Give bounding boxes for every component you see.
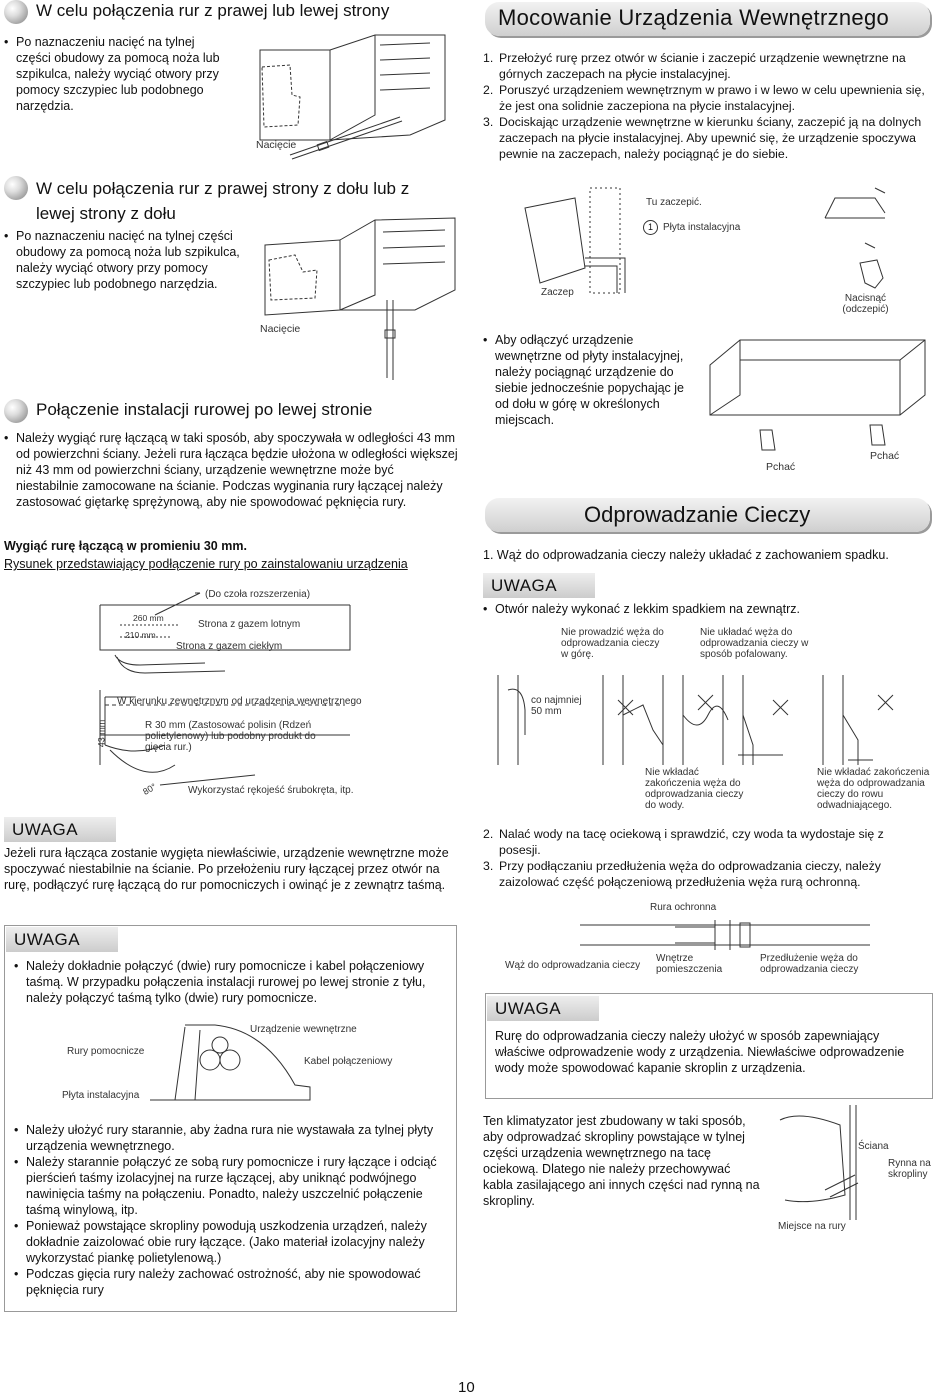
flare-front-label: (Do czoła rozszerzenia): [205, 589, 311, 600]
hook-here-label: Tu zaczepić.: [646, 197, 702, 208]
drain-steps: [483, 826, 928, 890]
plate-label-right: Płyta instalacyjna: [663, 222, 741, 233]
hook-diagram: [505, 188, 905, 298]
notch-label-2: Nacięcie: [260, 323, 301, 335]
push-label-1: Pchać: [766, 461, 796, 473]
no-up-label: Nie prowadzić węża do odprowadzania cieczy w górę.: [561, 627, 664, 660]
bend-radius-instruction: Wygiąć rurę łączącą w promieniu 30 mm.: [4, 539, 247, 553]
conn-cable-label: Kabel połączeniowy: [304, 1056, 393, 1067]
section-bullet-icon: [4, 399, 28, 423]
notch-label-1: Nacięcie: [256, 139, 297, 151]
press-label: Nacisnąć (odczepić): [842, 293, 889, 315]
drain-title: Odprowadzanie Cieczy: [584, 502, 811, 527]
sec2-bullet: • Po naznaczeniu nacięć na tylnej części obudowy za pomocą noża lub szpikulca, należy wyciąć otwory przy pomocy szczypiec lub podobnego narzędzia.: [4, 228, 244, 292]
sec2-bullets: [4, 228, 244, 292]
dim-210-label: 210 mm: [125, 630, 156, 640]
uwaga-label: UWAGA: [4, 817, 116, 842]
gutter-label: Rynna na skropliny: [888, 1158, 931, 1180]
mount-steps: [483, 50, 928, 162]
dim-260-label: 260 mm: [133, 613, 164, 623]
page-number: 10: [458, 1379, 475, 1396]
indoor-unit-label: Urządzenie wewnętrzne: [250, 1024, 357, 1035]
uwaga2-bullet: • Należy starannie połączyć ze sobą rury pomocnicze i rury łączące i odciąć pierścień taśmy izolacyjnej na rurze łączącej, aby uniknąć podwójnego nawinięcia taśmy na połączeniu. Ponadto, należy uszczelnić połączenie taśmą winylową, itp.: [14, 1154, 444, 1218]
drain-uwaga2-text: Rurę do odprowadzania cieczy należy ułożyć w sposób zapewniający właściwe odprowadzenie wody z urządzenia. Niewłaściwe odprowadzenie wody może spowodować kapanie skroplin z urządzenia.: [495, 1029, 905, 1075]
screwdriver-label: Wykorzystać rękojeść śrubokręta, itp.: [188, 785, 354, 796]
uwaga-label: UWAGA: [483, 573, 595, 598]
outward-label: W kierunku zewnętrznym od urządzenia wewnętrznego: [117, 696, 362, 707]
no-water-label: Nie wkładać zakończenia węża do odprowadzania cieczy do wody.: [645, 767, 744, 811]
no-wavy-label: Nie układać węża do odprowadzania cieczy w sposób pofalowany.: [700, 627, 809, 660]
drain-uwaga-bullets: [483, 601, 928, 617]
uwaga2-bullet: • Należy ułożyć rury starannie, aby żadna rura nie wystawała za tylnej płyty urządzenia wewnętrznego.: [14, 1122, 444, 1154]
detach-diagram: [700, 335, 932, 455]
section-bullet-icon: [4, 0, 28, 24]
hose-extension-diagram: [575, 915, 875, 955]
inside-label: Wnętrze pomieszczenia: [656, 953, 723, 975]
section-title-bottom: W celu połączenia rur z prawej strony z dołu lub z lewej strony z dołu: [36, 179, 410, 223]
angle-label: 80°: [141, 781, 158, 797]
sec1-bullets: [4, 34, 229, 114]
uwaga2-bullets-bottom: [14, 1122, 444, 1298]
radius-note: R 30 mm (Zastosować polisin (Rdzeń polietylenowy) lub podobny produkt do gięcia rur.): [145, 720, 316, 753]
pipe-place-label: Miejsce na rury: [778, 1221, 846, 1232]
push-label-2: Pchać: [870, 450, 900, 462]
section-bullet-icon: [4, 176, 28, 200]
uwaga2-bullet: • Należy dokładnie połączyć (dwie) rury pomocnicze i kabel połączeniowy taśmą. W przypadku połączenia instalacji rurowej po lewej stronie z tyłu, należy połączyć taśmą tylko (dwie) rury pomocnicze.: [14, 958, 444, 1006]
mount-step: 3. Dociskając urządzenie wewnętrzne w kierunku ściany, zaczepić ją na dolnych zaczepach na płycie instalacyjnej. Aby upewnić się, że urządzenie spoczywa pewnie na zaczepach, należy pociągnąć je do siebie.: [483, 115, 922, 161]
drain-step-1: 1. Wąż do odprowadzania cieczy należy układać z zachowaniem spadku.: [483, 548, 889, 562]
hook-label: Zaczep: [541, 287, 574, 298]
liquid-side-label: Strona z gazem ciekłym: [176, 641, 283, 652]
uwaga-label: UWAGA: [487, 996, 599, 1021]
extension-label: Przedłużenie węża do odprowadzania cieczy: [760, 953, 859, 975]
aux-pipes-label: Rury pomocnicze: [67, 1046, 145, 1057]
section-title-left-piping: Połączenie instalacji rurowej po lewej stronie: [36, 400, 373, 419]
drain-slope-diagrams: [483, 675, 943, 775]
dim-43-label: 43 mm: [96, 719, 107, 748]
detach-bullets: [483, 332, 693, 428]
sec1-bullet: • Po naznaczeniu nacięć na tylnej części obudowy za pomocą noża lub szpikulca, należy wyciąć otwory przy pomocy szczypiec lub podobnego narzędzia.: [4, 34, 229, 114]
protect-pipe-label: Rura ochronna: [650, 902, 717, 913]
gas-side-label: Strona z gazem lotnym: [198, 619, 301, 630]
drain-step: 2. Nalać wody na tacę ociekową i sprawdzić, czy woda ta wydostaje się z posesji.: [483, 827, 884, 857]
mount-step: 2. Poruszyć urządzeniem wewnętrznym w prawo i w lewo w celu upewnienia się, że jest ona solidnie zaczepiona na płycie instalacyjnej.: [483, 83, 925, 113]
no-ditch-label: Nie wkładać zakończenia węża do odprowadzania cieczy do rowu odwadniającego.: [817, 767, 930, 811]
wall-label: Ściana: [858, 1141, 889, 1152]
condensate-text: Ten klimatyzator jest zbudowany w taki sposób, aby odprowadzać skropliny powstające w tylnej części urządzenia wewnętrznego na tacę ociekową. Dlatego nie należy przechowywać kabla zasilającego ani innych części nad rynną na skropliny.: [483, 1114, 760, 1208]
sec3-bullet: • Należy wygiąć rurę łączącą w taki sposób, aby spoczywała w odległości 43 mm od powierzchni ściany. Jeżeli rura łącząca będzie ułożona w odległości większej niż 43 mm od powierzchni ściany, urządzenie wewnętrzne może być niestabilnie zamocowane na ścianie. Podczas wyginania rury łączącej należy zastosować giętarkę sprężynową, aby nie spowodować pęknięcia rury.: [4, 430, 459, 510]
uwaga2-bullets-top: [14, 958, 444, 1006]
sec3-bullets: [4, 430, 459, 510]
plate-number-badge: 1: [643, 220, 658, 235]
uwaga1-text: Jeżeli rura łącząca zostanie wygięta niewłaściwie, urządzenie wewnętrzne może spoczywać niestabilnie na ścianie. Po przełożeniu rury łączącej przez otwór na rurę, podłączyć rurę łączącą do rur pomocniczych i owinąć je z zewnątrz taśmą.: [4, 846, 449, 892]
hose-label: Wąż do odprowadzania cieczy: [505, 960, 641, 971]
diagram-caption: Rysunek przedstawiający podłączenie rury po zainstalowaniu urządzenia: [4, 557, 408, 571]
uwaga2-bullet: • Ponieważ powstające skropliny powodują uszkodzenia urządzeń, należy dokładnie zaizolować obie rury łączące. (Jako materiał izolacyjny należy wykorzystać piankę polietylenową.): [14, 1218, 444, 1266]
drain-step: 3. Przy podłączaniu przedłużenia węża do odprowadzania cieczy, należy zaizolować część połączeniową przedłużenia węża rurą ochronną.: [483, 859, 881, 889]
uwaga2-bullet: • Podczas gięcia rury należy zachować ostrożność, aby nie spowodować pęknięcia rury: [14, 1266, 444, 1298]
uwaga-label: UWAGA: [6, 927, 118, 952]
plate-label: Płyta instalacyjna: [62, 1090, 140, 1101]
drain-uwaga-bullet: • Otwór należy wykonać z lekkim spadkiem na zewnątrz.: [483, 601, 928, 617]
detach-bullet: • Aby odłączyć urządzenie wewnętrzne od płyty instalacyjnej, należy pociągnąć urządzenie do siebie jednocześnie popychając je od dołu w górę w określonych miejscach.: [483, 332, 693, 428]
mount-title: Mocowanie Urządzenia Wewnętrznego: [498, 5, 890, 30]
notch-diagram-2: [255, 200, 455, 385]
min50-label: co najmniej 50 mm: [531, 695, 582, 717]
section-title-left-right: W celu połączenia rur z prawej lub lewej strony: [36, 1, 390, 20]
mount-step: 1. Przełożyć rurę przez otwór w ścianie i zaczepić urządzenie wewnętrzne na górnych zaczepach na płycie instalacyjnej.: [483, 51, 906, 81]
